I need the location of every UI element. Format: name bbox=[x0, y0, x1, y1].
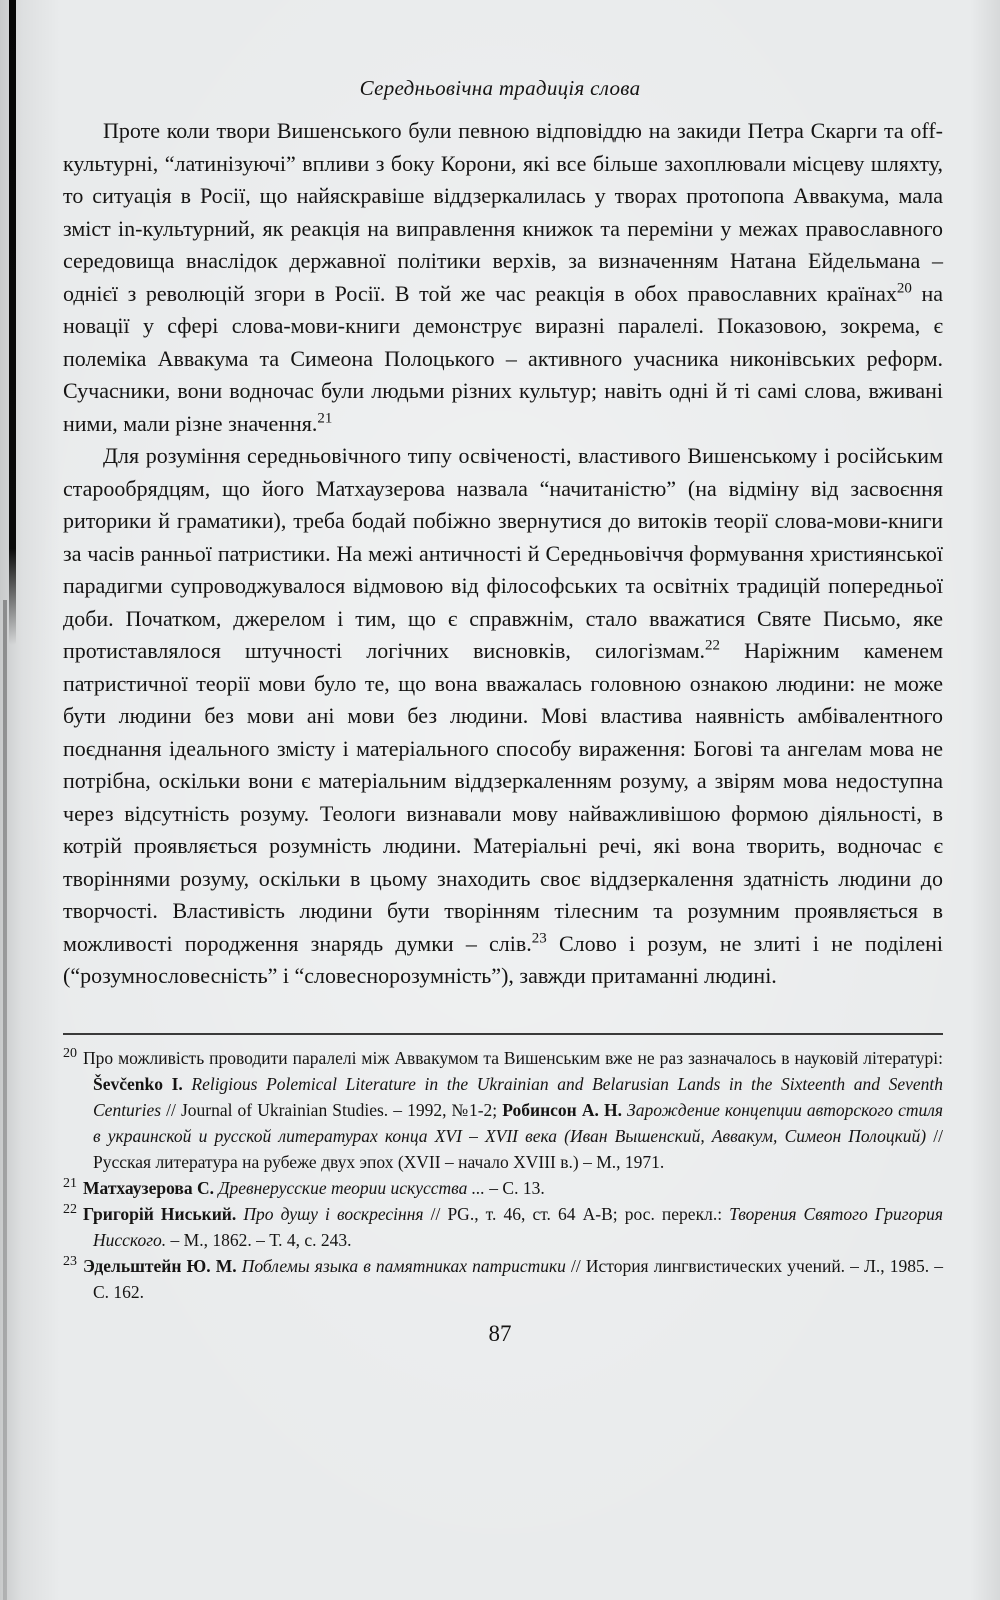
running-head: Середньовічна традиція слова bbox=[359, 76, 641, 100]
footnote-text: Григорій Ниський. Про душу і воскресіння // PG., т. 46, ст. 64 А-В; рос. перекл.: Творения Святого Григория Нисского. – М., 1862. – Т. 4, с. 243. bbox=[83, 1203, 943, 1250]
footnote-number: 23 bbox=[63, 1253, 77, 1269]
footnote bbox=[63, 1045, 943, 1175]
page-number: 87 bbox=[488, 1320, 512, 1346]
footnote-text: Матхаузерова С. Древнерусские теории искусства ... – С. 13. bbox=[83, 1177, 545, 1198]
footnote-text: Эдельштейн Ю. М. Поблемы языка в памятниках патристики // История лингвистических учений. – Л., 1985. – С. 162. bbox=[83, 1255, 943, 1302]
footnote-separator bbox=[63, 1033, 943, 1035]
footnote bbox=[63, 1253, 943, 1305]
body-text bbox=[63, 115, 943, 993]
binding-shadow bbox=[9, 0, 16, 645]
paragraph: Проте коли твори Вишенського були певною відповіддю на закиди Петра Скарги та off-культурні, “латинізуючі” впливи з боку Корони, які все більше захоплювали місцеву шляхту, то ситуація в Росії, що найяскравіше віддзеркалилась у творах протопопа Аввакума, мала зміст in-культурний, як реакція на виправлення книжок та переміни у межах православного середовища внаслідок державної політики верхів, за визначенням Натана Ейдельмана – однієї з революцій згори в Росії. В той же час реакція в обох православних країнах$^{20}$ на новації у сфері слова-мови-книги демонструє виразні паралелі. Показовою, зокрема, є полеміка Аввакума та Симеона Полоцького – активного учасника никонівських реформ. Сучасники, вони водночас були людьми різних культур; навіть одні й ті самі слова, вживані ними, мали різне значення.$^{21}$ bbox=[63, 118, 943, 436]
footnote-number: 22 bbox=[63, 1201, 77, 1217]
footnote-number: 21 bbox=[63, 1175, 77, 1191]
binding-shadow-lower bbox=[3, 600, 7, 1600]
footnotes-section bbox=[63, 1045, 943, 1305]
footnote bbox=[63, 1175, 943, 1201]
paragraph: Для розуміння середньовічного типу освіченості, властивого Вишенському і російським старообрядцям, що його Матхаузерова назвала “начитаністю” (на відміну від засвоєння риторики й граматики), треба бодай побіжно звернутися до витоків теорії слова-мови-книги за часів ранньої патристики. На межі античності й Середньовіччя формування християнської парадигми супроводжувалося відмовою від філософських та освітніх традицій попередньої доби. Початком, джерелом і тим, що є справжнім, стало вважатися Святе Письмо, яке протиставлялося штучності логічних висновків, силогізмам.$^{22}$ Наріжним каменем патристичної теорії мови було те, що вона вважалась головною ознакою людини: не може бути людини без мови ані мови без людини. Мові властива наявність амбівалентного поєднання ідеального змісту і матеріального способу вираження: Богові та ангелам мова не потрібна, оскільки вони є матеріальним віддзеркаленням розуму, а звірям мова недоступна через відсутність розуму. Теологи визнавали мову найважливішою формою діяльності, в котрій проявляється розумність людини. Матеріальні речі, які вона творить, водночас є творіннями розуму, оскільки в цьому знаходить своє віддзеркалення здатність людини до творчості. Властивість людини бути творінням тілесним та розумним проявляється в можливості породження знарядь думки – слів.$^{23}$ Слово і розум, не злиті і не поділені (“розумнословесність” і “словеснорозумність”), завжди притаманні людині. bbox=[63, 443, 943, 988]
footnote-number: 20 bbox=[63, 1045, 77, 1061]
footnote bbox=[63, 1201, 943, 1253]
footnote-text: Про можливість проводити паралелі між Аввакумом та Вишенським вже не раз зазначалось в науковій літературі: Ševčenko I. Religious Polemical Literature in the Ukrainian and Belarusian Lands in the Sixteenth and Seventh Centuries // Journal of Ukrainian Studies. – 1992, №1-2; Робинсон А. Н. Зарождение концепции авторского стиля в украинской и русской литературах конца XVI – XVII века (Иван Вышенский, Аввакум, Симеон Полоцкий) // Русская литература на рубеже двух эпох (XVII – начало XVIII в.) – М., 1971. bbox=[83, 1047, 944, 1172]
